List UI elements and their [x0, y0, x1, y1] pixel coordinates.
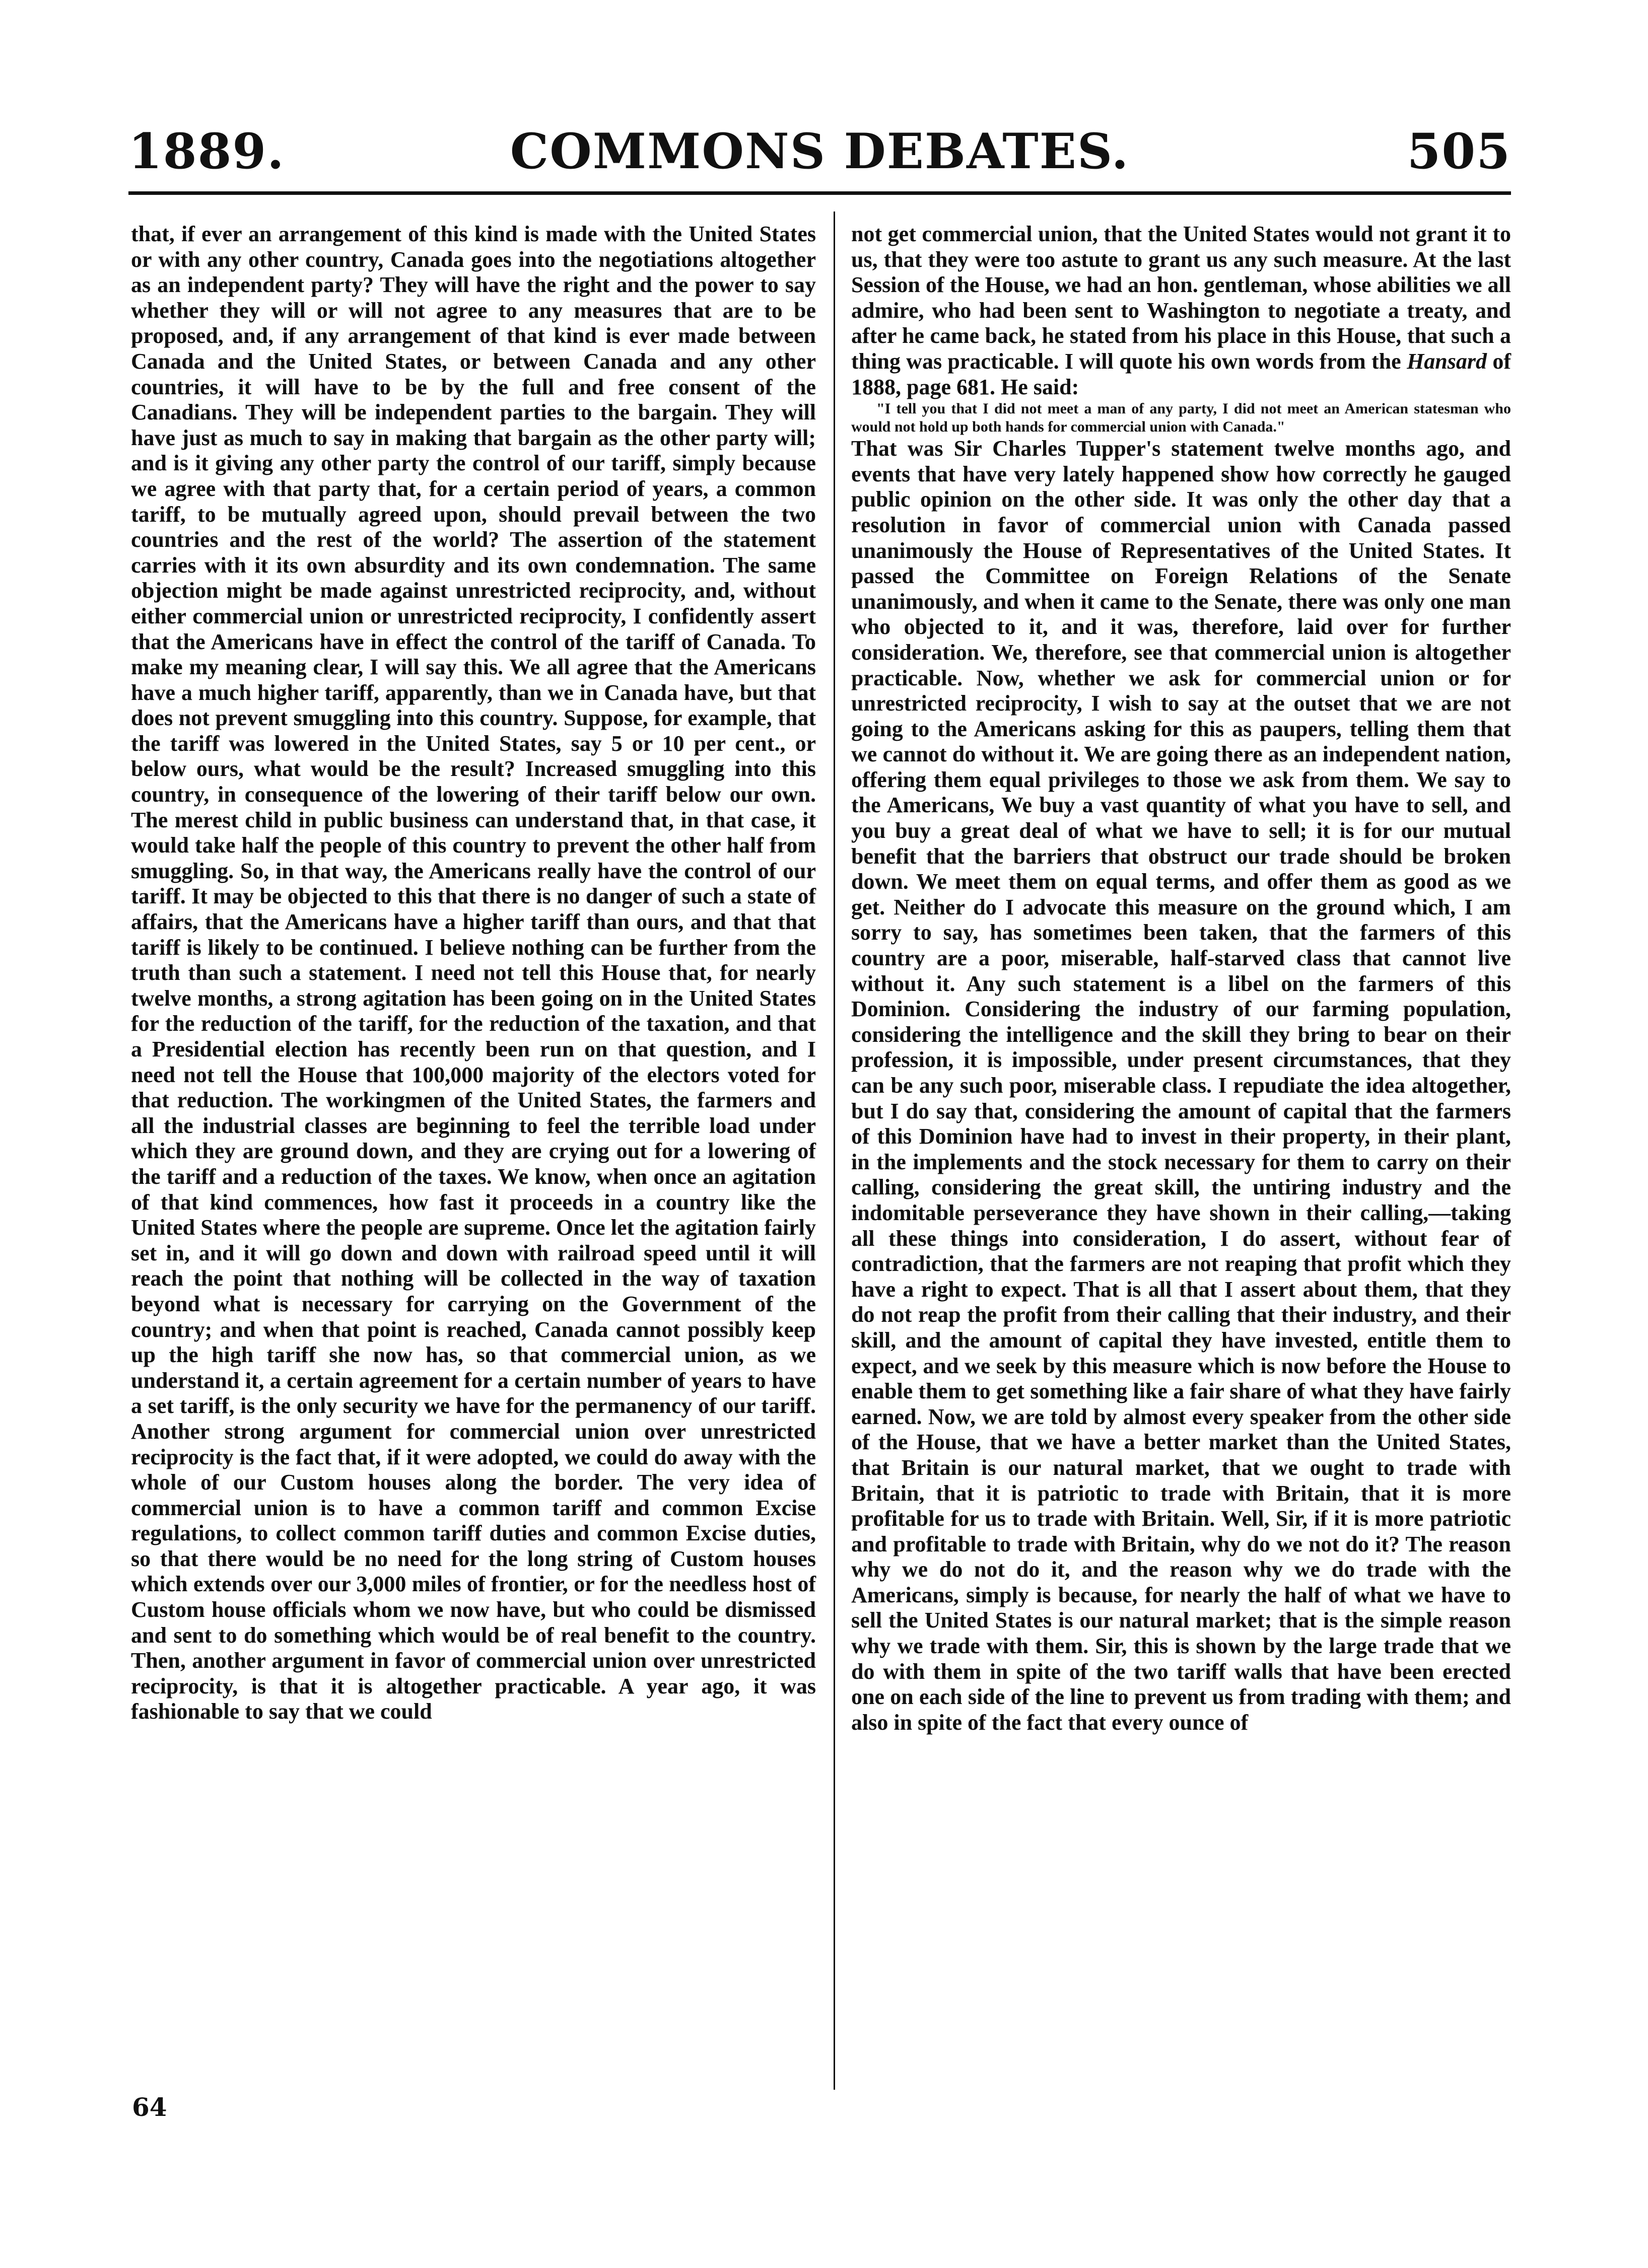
right-paragraph-1-end: of 1888, page 681. He said:	[851, 348, 1512, 399]
header-year: 1889.	[128, 123, 285, 180]
right-column	[851, 222, 1511, 1735]
hansard-title: Hansard	[1407, 348, 1487, 374]
header-rule	[128, 191, 1511, 195]
column-divider	[834, 211, 835, 2090]
left-column	[131, 222, 816, 1725]
header-page-number: 505	[1407, 123, 1511, 180]
page-header	[128, 119, 1511, 184]
signature-mark: 64	[132, 2092, 167, 2122]
quotation: "I tell you that I did not meet a man of any party, I did not meet an American statesman who would not hold up both hands for commercial union with Canada."	[851, 400, 1511, 436]
right-paragraph-1	[851, 222, 1511, 400]
right-paragraph-2: That was Sir Charles Tupper's statement twelve months ago, and events that have very lately happened show how correctly he gauged public opinion on the other side. It was only the other day that a resolution in favor of commercial union with Canada passed unanimously the House of Representatives of the United States. It passed the Committee on Foreign Relations of the Senate unanimously, and when it came to the Senate, there was only one man who objected to it, and it was, therefore, laid over for further consideration. We, therefore, see that commercial union is altogether practicable. Now, whether we ask for commercial union or for unrestricted reciprocity, I wish to say at the outset that we are not going to the Americans asking for this as paupers, telling them that we cannot do without it. We are going there as an independent nation, offering them equal privileges to those we ask from them. We say to the Americans, We buy a vast quantity of what you have to sell, and you buy a great deal of what we have to sell; it is for our mutual benefit that the barriers that obstruct our trade should be broken down. We meet them on equal terms, and offer them as good as we get. Neither do I advocate this measure on the ground which, I am sorry to say, has sometimes been taken, that the farmers of this country are a poor, miserable, half-starved class that cannot live without it. Any such statement is a libel on the farmers of this Dominion. Considering the industry of our farming population, considering the intelligence and the skill they bring to bear on their profession, it is impossible, under present circumstances, that they can be any such poor, miserable class. I repudiate the idea altogether, but I do say that, considering the amount of capital that the farmers of this Dominion have had to invest in their property, in their plant, in the implements and the stock necessary for them to carry on their calling, considering the great skill, the untiring industry and the indomitable perseverance they have shown in their calling,—taking all these things into consideration, I do assert, without fear of contradiction, that the farmers are not reaping that profit which they have a right to expect. That is all that I assert about them, that they do not reap the profit from their calling that their industry, and their skill, and the amount of capital they have invested, entitle them to expect, and we seek by this measure which is now before the House to enable them to get something like a fair share of what they have fairly earned. Now, we are told by almost every speaker from the other side of the House, that we have a better market than the United States, that Britain is our natural market, that we ought to trade with Britain, that it is patriotic to trade with Britain, that it is more profitable for us to trade with Britain. Well, Sir, if it is more patriotic and profitable to trade with Britain, why do we not do it? The reason why we do not do it, and the reason why we do trade with the Americans, simply is because, for nearly the half of what we have to sell the United States is our natural market; that is the simple reason why we trade with them. Sir, this is shown by the large trade that we do with them in spite of the two tariff walls that have been erected one on each side of the line to prevent us from trading with them; and also in spite of the fact that every ounce of	[851, 436, 1511, 1735]
header-title: COMMONS DEBATES.	[510, 123, 1130, 180]
left-column-text: that, if ever an arrangement of this kind is made with the United States or with any other country, Canada goes into the negotiations altogether as an independent party? They will have the right and the power to say whether they will or will not agree to any measures that are to be proposed, and, if any arrangement of that kind is ever made between Canada and the United States, or between Canada and any other countries, it will have to be by the full and free consent of the Canadians. They will be independent parties to the bargain. They will have just as much to say in making that bargain as the other party will; and is it giving any other party the control of our tariff, simply because we agree with that party that, for a certain period of years, a common tariff, to be mutually agreed upon, should prevail between the two countries and the rest of the world? The assertion of the statement carries with it its own absurdity and its own condemnation. The same objection might be made against unrestricted reciprocity, and, without either commercial union or unrestricted reciprocity, I confidently assert that the Americans have in effect the control of the tariff of Canada. To make my meaning clear, I will say this. We all agree that the Americans have a much higher tariff, apparently, than we in Canada have, but that does not prevent smuggling into this country. Suppose, for example, that the tariff was lowered in the United States, say 5 or 10 per cent., or below ours, what would be the result? Increased smuggling into this country, in consequence of the lowering of their tariff below our own. The merest child in public business can understand that, in that case, it would take half the people of this country to prevent the other half from smuggling. So, in that way, the Americans really have the control of our tariff. It may be objected to this that there is no danger of such a state of affairs, that the Americans have a higher tariff than ours, and that that tariff is likely to be continued. I believe nothing can be further from the truth than such a statement. I need not tell this House that, for nearly twelve months, a strong agitation has been going on in the United States for the reduction of the tariff, for the reduction of the taxation, and that a Presidential election has recently been run on that question, and I need not tell the House that 100,000 majority of the electors voted for that reduction. The workingmen of the United States, the farmers and all the industrial classes are beginning to feel the terrible load under which they are ground down, and they are crying out for a lowering of the tariff and a reduction of the taxes. We know, when once an agitation of that kind commences, how fast it proceeds in a country like the United States where the people are supreme. Once let the agitation fairly set in, and it will go down and down with railroad speed until it will reach the point that nothing will be collected in the way of taxation beyond what is necessary for carrying on the Government of the country; and when that point is reached, Canada cannot possibly keep up the high tariff she now has, so that commercial union, as we understand it, a certain agreement for a certain number of years to have a set tariff, is the only security we have for the permanency of our tariff. Another strong argument for commercial union over unrestricted reciprocity is the fact that, if it were adopted, we could do away with the whole of our Custom houses along the border. The very idea of commercial union is to have a common tariff and common Excise regulations, to collect common tariff duties and common Excise duties, so that there would be no need for the long string of Custom houses which extends over our 3,000 miles of frontier, or for the needless host of Custom house officials whom we now have, but who could be dismissed and sent to do something which would be of real benefit to the country. Then, another argument in favor of commercial union over unrestricted reciprocity, is that it is altogether practicable. A year ago, it was fashionable to say that we could	[131, 222, 816, 1724]
right-paragraph-1-text: not get commercial union, that the United States would not grant it to us, that they were too astute to grant us any such measure. At the last Session of the House, we had an hon. gentleman, whose abilities we all admire, who had been sent to Washington to negotiate a treaty, and after he came back, he stated from his place in this House, that such a thing was practicable. I will quote his own words from the	[851, 222, 1511, 374]
